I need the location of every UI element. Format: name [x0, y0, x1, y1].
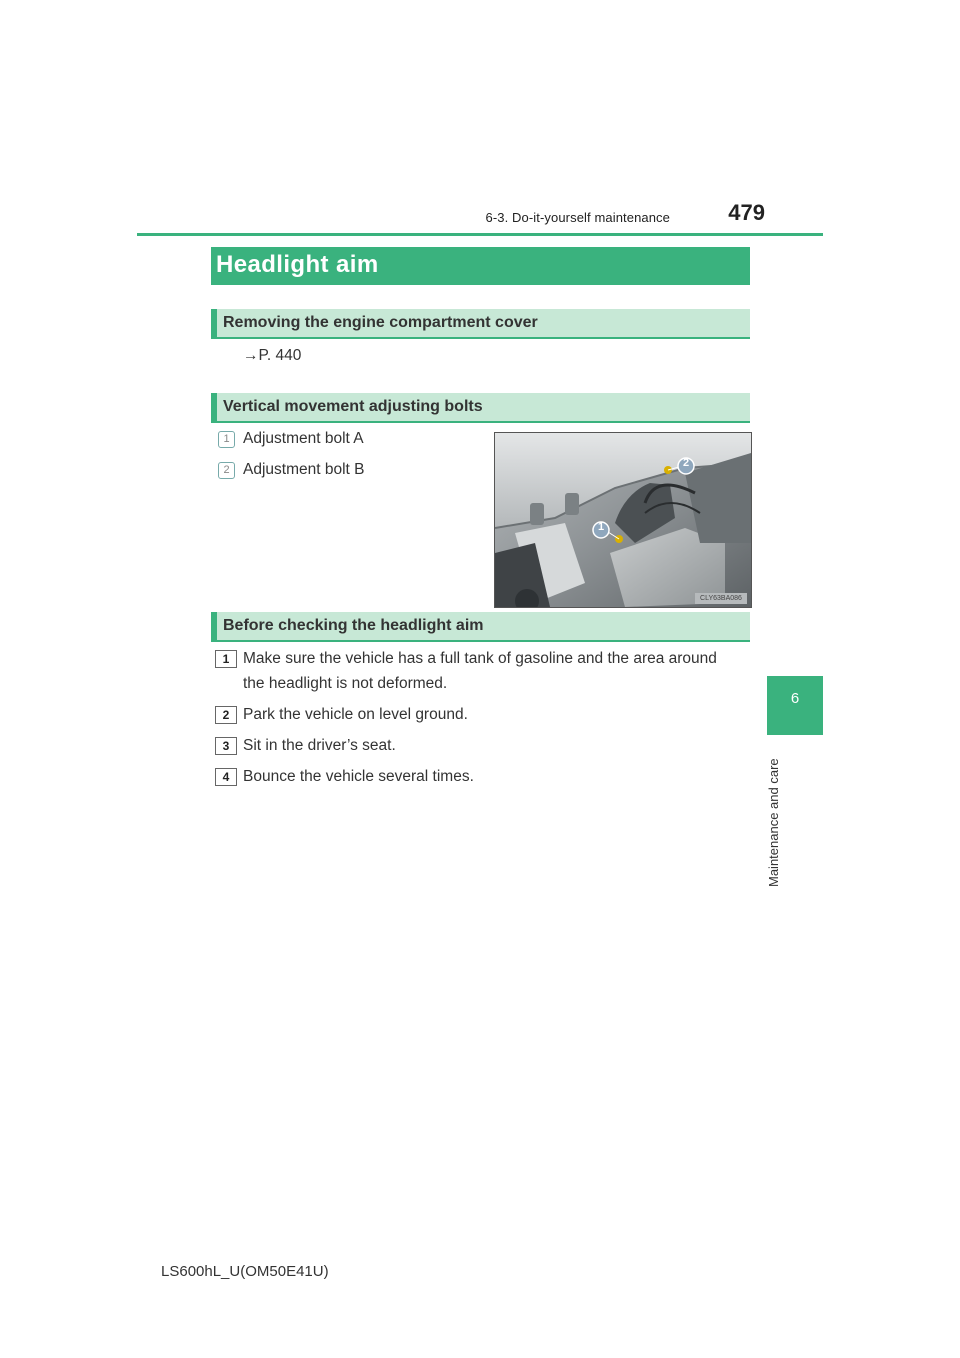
step-text-continued: the headlight is not deformed.: [243, 675, 448, 692]
chapter-number: 6: [790, 690, 800, 707]
step-number: 4: [215, 768, 237, 786]
callout-label: Adjustment bolt A: [243, 430, 364, 447]
subheading-accent: [211, 393, 217, 421]
engine-bay-illustration: [495, 433, 751, 607]
step-text: Make sure the vehicle has a full tank of gasoline and the area around: [243, 650, 717, 667]
callout-label: Adjustment bolt B: [243, 461, 365, 478]
running-header-section: 6-3. Do-it-yourself maintenance: [485, 210, 670, 225]
subheading-text: Removing the engine compartment cover: [223, 314, 538, 331]
image-code: CLY63BA086: [700, 595, 742, 602]
page-reference[interactable]: →P. 440: [243, 347, 302, 364]
subheading-accent: [211, 612, 217, 640]
document-footer: LS600hL_U(OM50E41U): [161, 1263, 329, 1280]
step-text: Sit in the driver’s seat.: [243, 737, 396, 754]
engine-bay-photo: [494, 432, 752, 608]
subheading-remove-cover: [211, 309, 750, 339]
callout-number: 2: [218, 462, 235, 479]
subheading-before-checking: [211, 612, 750, 642]
chapter-label: Maintenance and care: [766, 758, 781, 887]
page-title: Headlight aim: [216, 251, 379, 278]
image-callout-number: 1: [597, 521, 605, 533]
callout-number: 1: [218, 431, 235, 448]
image-callout-number: 2: [682, 457, 690, 469]
subheading-text: Vertical movement adjusting bolts: [223, 398, 483, 415]
subheading-accent: [211, 309, 217, 337]
subheading-adjusting-bolts: [211, 393, 750, 423]
step-number: 2: [215, 706, 237, 724]
step-text: Park the vehicle on level ground.: [243, 706, 468, 723]
step-number: 1: [215, 650, 237, 668]
step-number: 3: [215, 737, 237, 755]
step-text: Bounce the vehicle several times.: [243, 768, 474, 785]
header-rule: [137, 233, 823, 236]
subheading-text: Before checking the headlight aim: [223, 617, 484, 634]
page-number: 479: [728, 200, 765, 225]
chapter-label-container: [766, 745, 790, 890]
